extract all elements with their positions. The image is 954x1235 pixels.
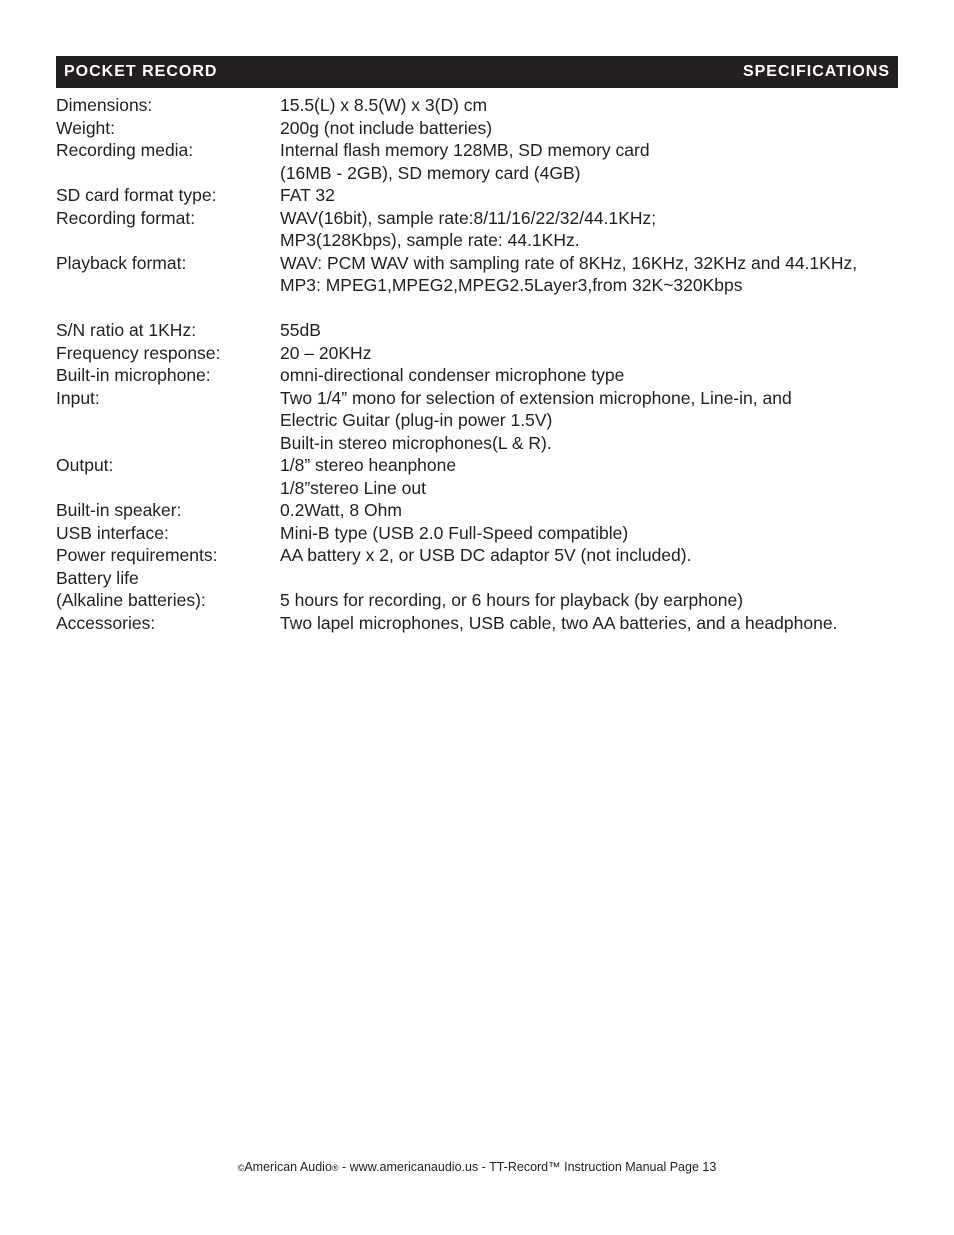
spec-label: [56, 544, 280, 612]
spec-row: [56, 544, 916, 612]
spec-value: [280, 454, 916, 499]
spec-value: [280, 319, 916, 342]
spec-row: [56, 612, 916, 635]
spec-label: [56, 139, 280, 184]
spec-value-line: Two lapel microphones, USB cable, two AA batteries, and a headphone.: [280, 612, 838, 633]
spec-label: [56, 454, 280, 499]
footer-separator: -: [338, 1160, 350, 1174]
spec-value: [280, 522, 916, 545]
spec-value-line: AA battery x 2, or USB DC adaptor 5V (not included).: [280, 545, 692, 565]
footer-company: American Audio: [244, 1160, 332, 1174]
spec-label-line: SD card format type:: [56, 185, 217, 205]
spec-value-line: FAT 32: [280, 185, 335, 205]
spec-row: [56, 499, 916, 522]
spec-label: [56, 117, 280, 140]
spec-value: [280, 207, 916, 252]
spec-value: [280, 499, 916, 522]
spec-label-line: Recording media:: [56, 140, 194, 160]
footer-manual-page: TT-Record™ Instruction Manual Page 13: [489, 1160, 717, 1174]
spec-value: [280, 94, 916, 117]
header-title-left: POCKET RECORD: [64, 63, 218, 80]
spec-row: [56, 342, 916, 365]
spec-row: [56, 94, 916, 117]
header-title-right: SPECIFICATIONS: [742, 63, 890, 80]
spec-value: [280, 342, 916, 365]
spec-label: [56, 207, 280, 252]
section-header-bar: [56, 56, 898, 88]
spec-label: [56, 364, 280, 387]
spec-label-line: USB interface:: [56, 522, 169, 543]
spec-label: [56, 252, 280, 320]
spec-label: [56, 184, 280, 207]
spec-row: [56, 207, 916, 252]
spec-row: [56, 139, 916, 184]
spec-value-line: MP3: MPEG1,MPEG2,MPEG2.5Layer3,from 32K~320Kbps: [280, 275, 743, 295]
page-footer: [0, 1160, 954, 1174]
spec-label-line: Power requirements:: [56, 545, 218, 565]
copyright-symbol: ©: [237, 1163, 245, 1173]
spec-label-line: Built-in microphone:: [56, 365, 211, 385]
spec-row: [56, 319, 916, 342]
spec-value-line: 200g (not include batteries): [280, 117, 493, 138]
spec-row: [56, 364, 916, 387]
spec-label: [56, 387, 280, 455]
spec-value: [280, 612, 916, 635]
spec-label: [56, 612, 280, 635]
spec-value-line: 55dB: [280, 320, 321, 340]
spec-value: [280, 139, 916, 184]
spec-value-line: Two 1/4” mono for selection of extension microphone, Line-in, and: [280, 387, 792, 408]
spec-label-line: S/N ratio at 1KHz:: [56, 320, 197, 340]
spec-value-line: WAV(16bit), sample rate:8/11/16/22/32/44.1KHz;: [280, 207, 657, 228]
spec-row: [56, 184, 916, 207]
spec-label-line: (Alkaline batteries):: [56, 590, 206, 610]
spec-value: [280, 117, 916, 140]
spec-row: [56, 387, 916, 455]
spec-value-line: 0.2Watt, 8 Ohm: [280, 500, 402, 520]
spec-label-line: Output:: [56, 455, 114, 475]
spec-value-line: 1/8” stereo heanphone: [280, 455, 457, 475]
spec-value-line: MP3(128Kbps), sample rate: 44.1KHz.: [280, 230, 580, 250]
spec-row: [56, 117, 916, 140]
spec-label-line: Input:: [56, 387, 100, 408]
spec-label-line: Frequency response:: [56, 342, 221, 363]
spec-label-line: Built-in speaker:: [56, 500, 182, 520]
spec-label-line: Recording format:: [56, 207, 196, 228]
spec-value: [280, 544, 916, 612]
spec-value-line: 15.5(L) x 8.5(W) x 3(D) cm: [280, 95, 488, 115]
spec-value: [280, 184, 916, 207]
spec-value: [280, 387, 916, 455]
spec-value-line: 1/8”stereo Line out: [280, 477, 426, 498]
spec-value-line: Electric Guitar (plug-in power 1.5V): [280, 410, 553, 430]
spec-label-line: Playback format:: [56, 252, 187, 273]
spec-value-line: [280, 297, 916, 320]
spec-row: [56, 252, 916, 320]
footer-website: www.americanaudio.us: [349, 1160, 479, 1174]
spec-value-line: Built-in stereo microphones(L & R).: [280, 432, 552, 453]
spec-value-line: [280, 567, 916, 590]
spec-row: [56, 454, 916, 499]
spec-label: [56, 319, 280, 342]
spec-value: [280, 364, 916, 387]
spec-label-line: Dimensions:: [56, 95, 153, 115]
spec-value-line: Internal flash memory 128MB, SD memory card: [280, 140, 650, 160]
spec-label-line: Battery life: [56, 567, 139, 588]
spec-label-line: Accessories:: [56, 612, 156, 633]
spec-value-line: WAV: PCM WAV with sampling rate of 8KHz, 16KHz, 32KHz and 44.1KHz,: [280, 252, 858, 273]
footer-separator: -: [478, 1160, 490, 1174]
spec-label: [56, 499, 280, 522]
spec-value-line: Mini-B type (USB 2.0 Full-Speed compatible): [280, 522, 629, 543]
spec-label: [56, 94, 280, 117]
spec-value-line: (16MB - 2GB), SD memory card (4GB): [280, 162, 581, 183]
spec-value: [280, 252, 916, 320]
spec-value-line: omni-directional condenser microphone type: [280, 365, 625, 385]
spec-row: [56, 522, 916, 545]
spec-label: [56, 342, 280, 365]
spec-label-line: Weight:: [56, 117, 116, 138]
spec-value-line: 20 – 20KHz: [280, 342, 372, 363]
specifications-table: [56, 94, 916, 634]
spec-value-line: 5 hours for recording, or 6 hours for playback (by earphone): [280, 590, 744, 610]
registered-symbol: ®: [331, 1163, 339, 1173]
spec-label: [56, 522, 280, 545]
